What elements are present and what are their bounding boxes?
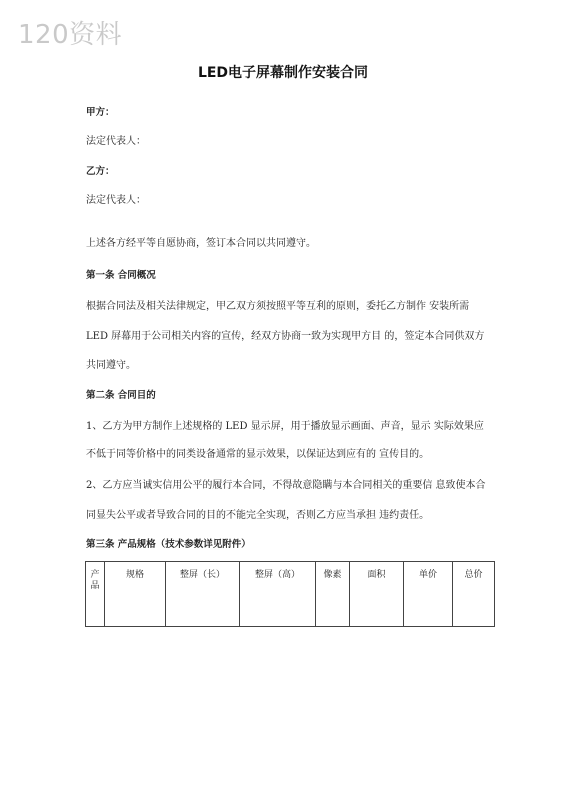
product-spec-table bbox=[85, 561, 495, 627]
table-header-cell: 总价 bbox=[453, 562, 495, 627]
document-title: LED电子屏幕制作安装合同 bbox=[197, 65, 369, 81]
article1-line: 根据合同法及相关法律规定，甲乙双方须按照平等互利的原则，委托乙方制作 安装所需 bbox=[86, 301, 470, 312]
column-product: 产品 bbox=[90, 570, 100, 591]
table-header-cell bbox=[86, 562, 105, 627]
party-b-label: 乙方： bbox=[86, 166, 115, 177]
table-header-cell: 整屏（长） bbox=[166, 562, 240, 627]
article2-line: 同显失公平或者导致合同的目的不能完全实现，否则乙方应当承担 违约责任。 bbox=[86, 510, 430, 521]
watermark-logo: 120资料 bbox=[18, 20, 123, 50]
article1-heading: 第一条 合同概况 bbox=[86, 270, 156, 281]
party-a-representative: 法定代表人： bbox=[86, 136, 146, 147]
table-header-cell: 整屏（高） bbox=[240, 562, 316, 627]
table-header-row bbox=[86, 562, 495, 627]
article1-line: 共同遵守。 bbox=[86, 360, 136, 371]
article2-line: 不低于同等价格中的同类设备通常的显示效果，以保证达到应有的 宣传目的。 bbox=[86, 449, 430, 460]
table-header-cell: 面积 bbox=[350, 562, 404, 627]
article2-line: 1、乙方为甲方制作上述规格的 LED 显示屏，用于播放显示画面、声音，显示 实际效果应 bbox=[86, 421, 484, 432]
article2-heading: 第二条 合同目的 bbox=[86, 390, 156, 401]
party-b-representative: 法定代表人： bbox=[86, 195, 146, 206]
article3-heading: 第三条 产品规格（技术参数详见附件） bbox=[86, 539, 251, 550]
table-header-cell: 规格 bbox=[105, 562, 166, 627]
preamble: 上述各方经平等自愿协商，签订本合同以共同遵守。 bbox=[86, 238, 316, 249]
table-header-cell: 像素 bbox=[316, 562, 350, 627]
article2-line: 2、乙方应当诚实信用公平的履行本合同，不得故意隐瞒与本合同相关的重要信 息致使本合 bbox=[86, 480, 486, 491]
table-header-cell: 单价 bbox=[404, 562, 453, 627]
party-a-label: 甲方： bbox=[86, 107, 115, 118]
article1-line: LED 屏幕用于公司相关内容的宣传，经双方协商一致为实现甲方目 的，签定本合同供双方 bbox=[86, 331, 485, 342]
